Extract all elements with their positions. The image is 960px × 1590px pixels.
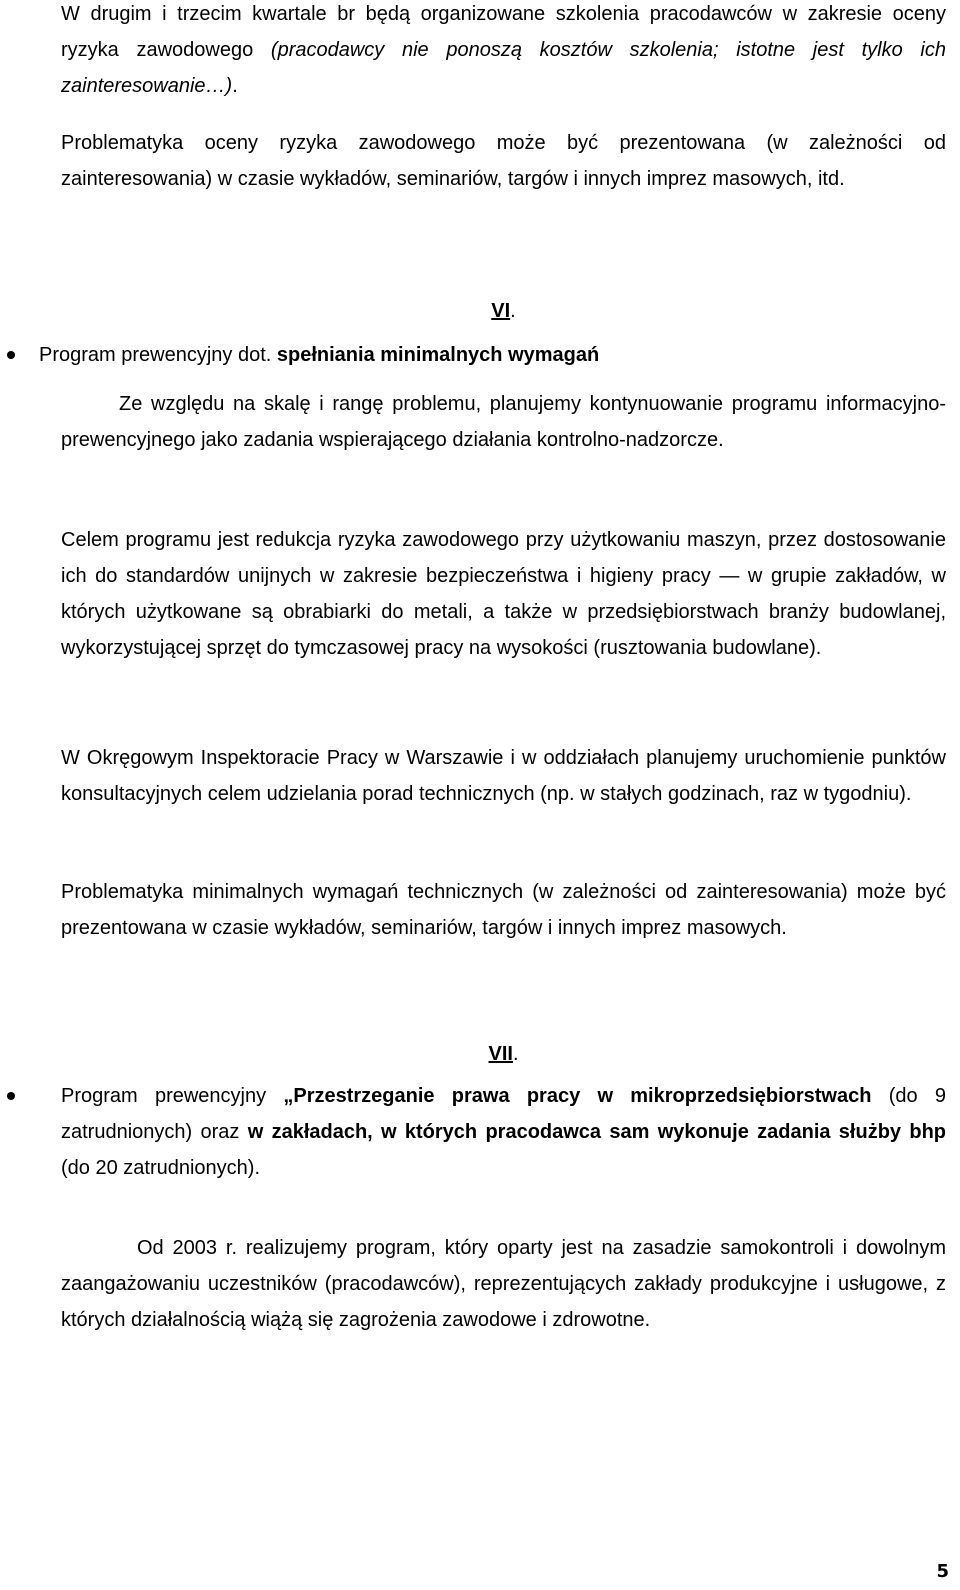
bullet-text-vii-normal-3: (do 20 zatrudnionych). <box>61 1157 261 1179</box>
bullet-text-vi-bold: spełniania minimalnych wymagań <box>276 344 600 366</box>
section-dot-vi: . <box>510 300 516 322</box>
paragraph-training <box>61 0 946 104</box>
bullet-text-vii-normal-2: (do 9 zatrudnionych) oraz <box>61 1085 946 1143</box>
bullet-text-vi <box>39 337 599 373</box>
section-heading-vii <box>61 1039 946 1069</box>
paragraph-training-italic: (pracodawcy nie ponoszą kosztów szkolenia; istotne jest tylko ich zainteresowanie…) <box>61 39 946 97</box>
bullet-icon <box>7 351 15 359</box>
section-number-vii: VII <box>488 1043 513 1065</box>
paragraph-risk-presentation: Problematyka oceny ryzyka zawodowego może być prezentowana (w zależności od zainteresowania) w czasie wykładów, seminariów, targów i innych imprez masowych, itd. <box>61 132 946 190</box>
section-dot-vii: . <box>512 1043 519 1065</box>
bullet-text-vii-normal-1: Program prewencyjny <box>61 1085 284 1107</box>
paragraph-consultation-points: W Okręgowym Inspektoracie Pracy w Warszawie i w oddziałach planujemy uruchomienie punktów konsultacyjnych celem udzielania porad technicznych (np. w stałych godzinach, raz w tygodniu). <box>61 747 946 805</box>
bullet-item-vii <box>61 1078 946 1186</box>
document-page <box>39 0 946 1590</box>
paragraph-training-text: W drugim i trzecim kwartale br będą organizowane szkolenia pracodawców w zakresie oceny ryzyka zawodowego <box>61 3 946 61</box>
bullet-icon <box>7 1092 15 1100</box>
section-heading-vi <box>61 296 946 326</box>
paragraph-training-end: . <box>232 75 238 97</box>
bullet-text-vii-bold-1: „Przestrzeganie prawa pracy w mikroprzedsiębiorstwach <box>283 1085 872 1107</box>
paragraph-continuation: Ze względu na skalę i rangę problemu, planujemy kontynuowanie programu informacyjno-prewencyjnego jako zadania wspierającego działania kontrolno-nadzorcze. <box>61 393 946 451</box>
paragraph-technical-requirements: Problematyka minimalnych wymagań technicznych (w zależności od zainteresowania) może być prezentowana w czasie wykładów, seminariów, targów i innych imprez masowych. <box>61 881 946 939</box>
paragraph-program-goal: Celem programu jest redukcja ryzyka zawodowego przy użytkowaniu maszyn, przez dostosowanie ich do standardów unijnych w zakresie bezpieczeństwa i higieny pracy — w grupie zakładów, w których użytkowane są obrabiarki do metali, a także w przedsiębiorstwach branży budowlanej, wykorzystującej sprzęt do tymczasowej pracy na wysokości (rusztowania budowlane). <box>61 529 946 659</box>
bullet-text-vii-bold-2: w zakładach, w których pracodawca sam wykonuje zadania służby bhp <box>247 1121 946 1143</box>
bullet-text-vi-normal: Program prewencyjny dot. <box>39 344 277 366</box>
section-number-vi: VI <box>491 300 511 322</box>
bullet-text-vii <box>61 1078 946 1186</box>
paragraph-program-since-2003: Od 2003 r. realizujemy program, który oparty jest na zasadzie samokontroli i dowolnym zaangażowaniu uczestników (pracodawców), reprezentujących zakłady produkcyjne i usługowe, z których działalnością wiążą się zagrożenia zawodowe i zdrowotne. <box>61 1237 946 1331</box>
page-number: 5 <box>936 1561 949 1582</box>
